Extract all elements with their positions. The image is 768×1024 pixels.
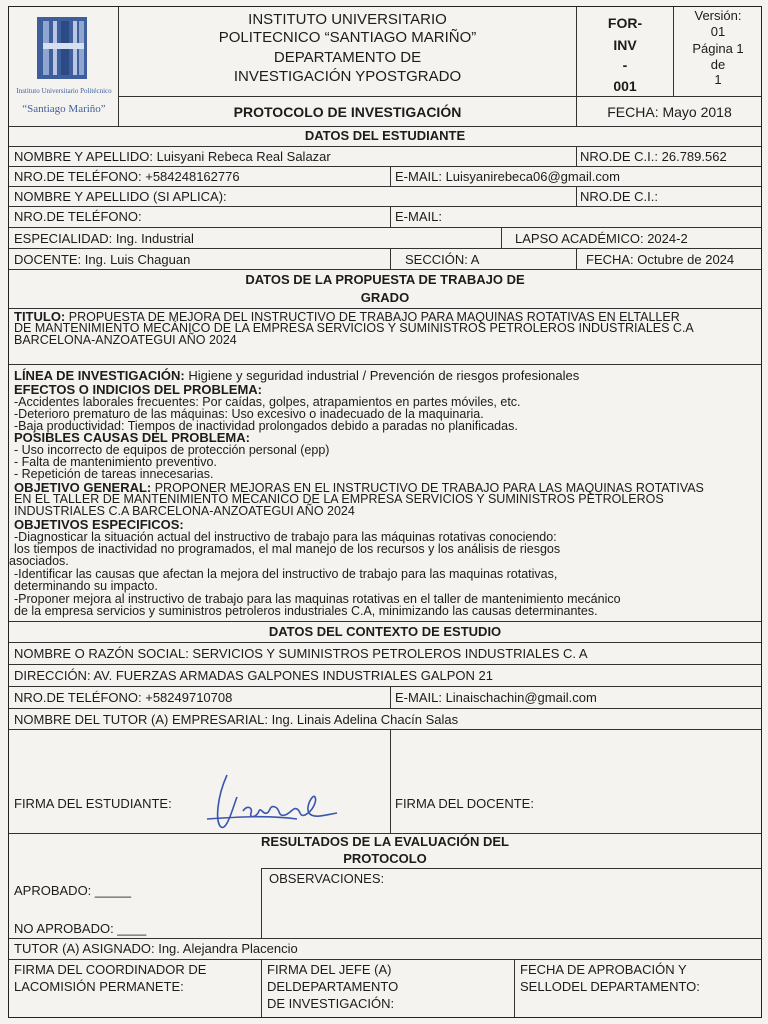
title-label: TITULO:	[14, 309, 66, 324]
student-email: E-MAIL: Luisyanirebeca06@gmail.com	[395, 169, 620, 184]
company-address: DIRECCIÓN: AV. FUERZAS ARMADAS GALPONES INDUSTRIALES GALPON 21	[14, 668, 493, 683]
department-name-1: DEPARTAMENTO DE	[273, 49, 422, 66]
form-date: FECHA: Mayo 2018	[607, 104, 732, 120]
approval-date-2: SELLODEL DEPARTAMENTO:	[520, 979, 700, 994]
specific-objective-line-4: -Identificar las causas que afectan la mejora del instructivo de trabajo para las maquinas rotativas,	[14, 567, 558, 581]
observations-label: OBSERVACIONES:	[269, 871, 385, 886]
logo-emblem-icon	[13, 11, 115, 117]
teacher: DOCENTE: Ing. Luis Chaguan	[14, 252, 191, 267]
dept-head-signature-3: DE INVESTIGACIÓN:	[267, 996, 395, 1011]
general-objective-line-2: EN EL TALLER DE MANTENIMIENTO MECANICO DE LA EMPRESA SERVICIOS Y SUMINISTROS PETROLEROS	[14, 492, 664, 506]
dept-head-signature-1: FIRMA DEL JEFE (A)	[267, 962, 392, 977]
research-line-value: Higiene y seguridad industrial / Prevención de riesgos profesionales	[184, 368, 580, 383]
approved-option[interactable]: APROBADO: _____	[14, 883, 132, 898]
specialty: ESPECIALIDAD: Ing. Industrial	[14, 231, 194, 246]
page-total: 1	[714, 72, 722, 87]
logo-caption-1: Instituto Universitario Politécnico	[16, 87, 112, 95]
protocol-title: PROTOCOLO DE INVESTIGACIÓN	[233, 104, 462, 120]
company-email: E-MAIL: Linaischachin@gmail.com	[395, 690, 597, 705]
institute-name-2: POLITECNICO “SANTIAGO MARIÑO”	[218, 29, 477, 46]
proposal-section-title-1: DATOS DE LA PROPUESTA DE TRABAJO DE	[245, 272, 525, 287]
coordinator-signature-1: FIRMA DEL COORDINADOR DE	[14, 962, 207, 977]
evaluation-section-title-1: RESULTADOS DE LA EVALUACIÓN DEL	[261, 834, 509, 849]
effects-line-1a: -Accidentes laborales frecuentes	[14, 395, 196, 409]
general-objective-line-3: INDUSTRIALES C.A BARCELONA-ANZOATEGUI AÑO 2024	[14, 504, 355, 518]
title-text-1: PROPUESTA DE MEJORA DEL INSTRUCTIVO DE TRABAJO PARA MAQUINAS ROTATIVAS EN ELTALLER	[65, 310, 680, 324]
form-code-2: INV	[613, 37, 637, 53]
class-section: SECCIÓN: A	[405, 252, 480, 267]
protocol-form	[8, 6, 762, 1018]
approval-date-1: FECHA DE APROBACIÓN Y	[520, 962, 687, 977]
student-phone: NRO.DE TELÉFONO: +584248162776	[14, 169, 240, 184]
student-date: FECHA: Octubre de 2024	[586, 252, 735, 267]
student-ci: NRO.DE C.I.: 26.789.562	[580, 149, 727, 164]
student2-ci: NRO.DE C.I.:	[580, 189, 659, 204]
causes-line-2: - Falta de mantenimiento preventivo.	[14, 455, 217, 469]
student2-name: NOMBRE Y APELLIDO (SI APLICA):	[14, 189, 227, 204]
logo-caption-2: “Santiago Mariño”	[22, 103, 106, 115]
coordinator-signature-2: LACOMISIÓN PERMANETE:	[14, 979, 184, 994]
specific-objective-line-2: los tiempos de inactividad no programados, el mal manejo de los recursos y los análisis de riesgos	[14, 542, 561, 556]
student2-email: E-MAIL:	[395, 209, 442, 224]
proposal-section-title-2: GRADO	[360, 290, 410, 305]
specific-objective-line-7: de la empresa servicios y suministros petroleros industriales C.A, minimizando las causas determinantes.	[14, 604, 598, 618]
student-section-title: DATOS DEL ESTUDIANTE	[304, 128, 466, 143]
form-code-1: FOR-	[607, 15, 643, 31]
effects-line-2: -Deterioro prematuro de las máquinas: Uso excesivo o inadecuado de la maquinaria.	[14, 407, 484, 421]
effects-line-1b: : Por caídas, golpes, atrapamientos en partes móviles, etc.	[195, 395, 521, 409]
company-name: NOMBRE O RAZÓN SOCIAL: SERVICIOS Y SUMINISTROS PETROLEROS INDUSTRIALES C. A	[14, 646, 588, 661]
specific-objective-line-5: determinando su impacto.	[14, 579, 158, 593]
general-objective-text-1: PROPONER MEJORAS EN EL INSTRUCTIVO DE TRABAJO PARA LAS MAQUINAS ROTATIVAS	[151, 481, 704, 495]
form-code-3: -	[622, 57, 628, 73]
specific-objective-line-3: asociados.	[9, 554, 69, 568]
specific-objective-line-6: -Proponer mejora al instructivo de trabajo para las maquinas rotativas en el taller de mantenimiento mecánico	[14, 592, 621, 606]
version-number: 01	[710, 24, 726, 39]
general-objective-label: OBJETIVO GENERAL:	[14, 480, 152, 495]
not-approved-option[interactable]: NO APROBADO: ____	[14, 921, 147, 936]
specific-objectives-label: OBJETIVOS ESPECIFICOS:	[14, 517, 184, 532]
department-name-2: INVESTIGACIÓN YPOSTGRADO	[233, 68, 462, 85]
academic-period: LAPSO ACADÉMICO: 2024-2	[515, 231, 688, 246]
version-label: Versión:	[694, 8, 742, 23]
causes-line-3: - Repetición de tareas innecesarias.	[14, 467, 214, 481]
research-line	[14, 369, 579, 383]
company-phone: NRO.DE TELÉFONO: +58249710708	[14, 690, 233, 705]
student-signature-label: FIRMA DEL ESTUDIANTE:	[14, 796, 172, 811]
causes-label: POSIBLES CAUSAS DEL PROBLEMA:	[14, 430, 250, 445]
page-of: de	[710, 57, 726, 72]
institute-logo	[13, 11, 115, 117]
evaluation-section-title-2: PROTOCOLO	[343, 851, 427, 866]
dept-head-signature-2: DELDEPARTAMENTO	[267, 979, 399, 994]
effects-line-3: -Baja productividad: Tiempos de inactividad prolongados debido a paradas no planificadas.	[14, 419, 518, 433]
teacher-signature-label: FIRMA DEL DOCENTE:	[395, 796, 534, 811]
page-label: Página 1	[692, 41, 744, 56]
title-line-2: DE MANTENIMIENTO MECÁNICO DE LA EMPRESA SERVICIOS Y SUMINISTROS PETROLEROS INDUSTRIALES C.A	[14, 321, 694, 335]
institute-name-1: INSTITUTO UNIVERSITARIO	[248, 11, 447, 28]
effects-label: EFECTOS O INDICIOS DEL PROBLEMA:	[14, 382, 262, 397]
student2-phone: NRO.DE TELÉFONO:	[14, 209, 142, 224]
student-signature-icon	[197, 767, 347, 837]
title-line-3: BARCELONA-ANZOATEGUI AÑO 2024	[14, 333, 237, 347]
business-tutor: NOMBRE DEL TUTOR (A) EMPRESARIAL: Ing. Linais Adelina Chacín Salas	[14, 712, 459, 727]
causes-line-1: - Uso incorrecto de equipos de protección personal (epp)	[14, 443, 330, 457]
assigned-tutor: TUTOR (A) ASIGNADO: Ing. Alejandra Placencio	[14, 941, 298, 956]
student-name: NOMBRE Y APELLIDO: Luisyani Rebeca Real Salazar	[14, 149, 331, 164]
research-line-label: LÍNEA DE INVESTIGACIÓN:	[14, 368, 185, 383]
specific-objective-line-1: -Diagnosticar la situación actual del instructivo de trabajo para las máquinas rotativas conociendo:	[14, 530, 557, 544]
context-section-title: DATOS DEL CONTEXTO DE ESTUDIO	[268, 624, 502, 639]
form-code-4: 001	[613, 78, 637, 94]
